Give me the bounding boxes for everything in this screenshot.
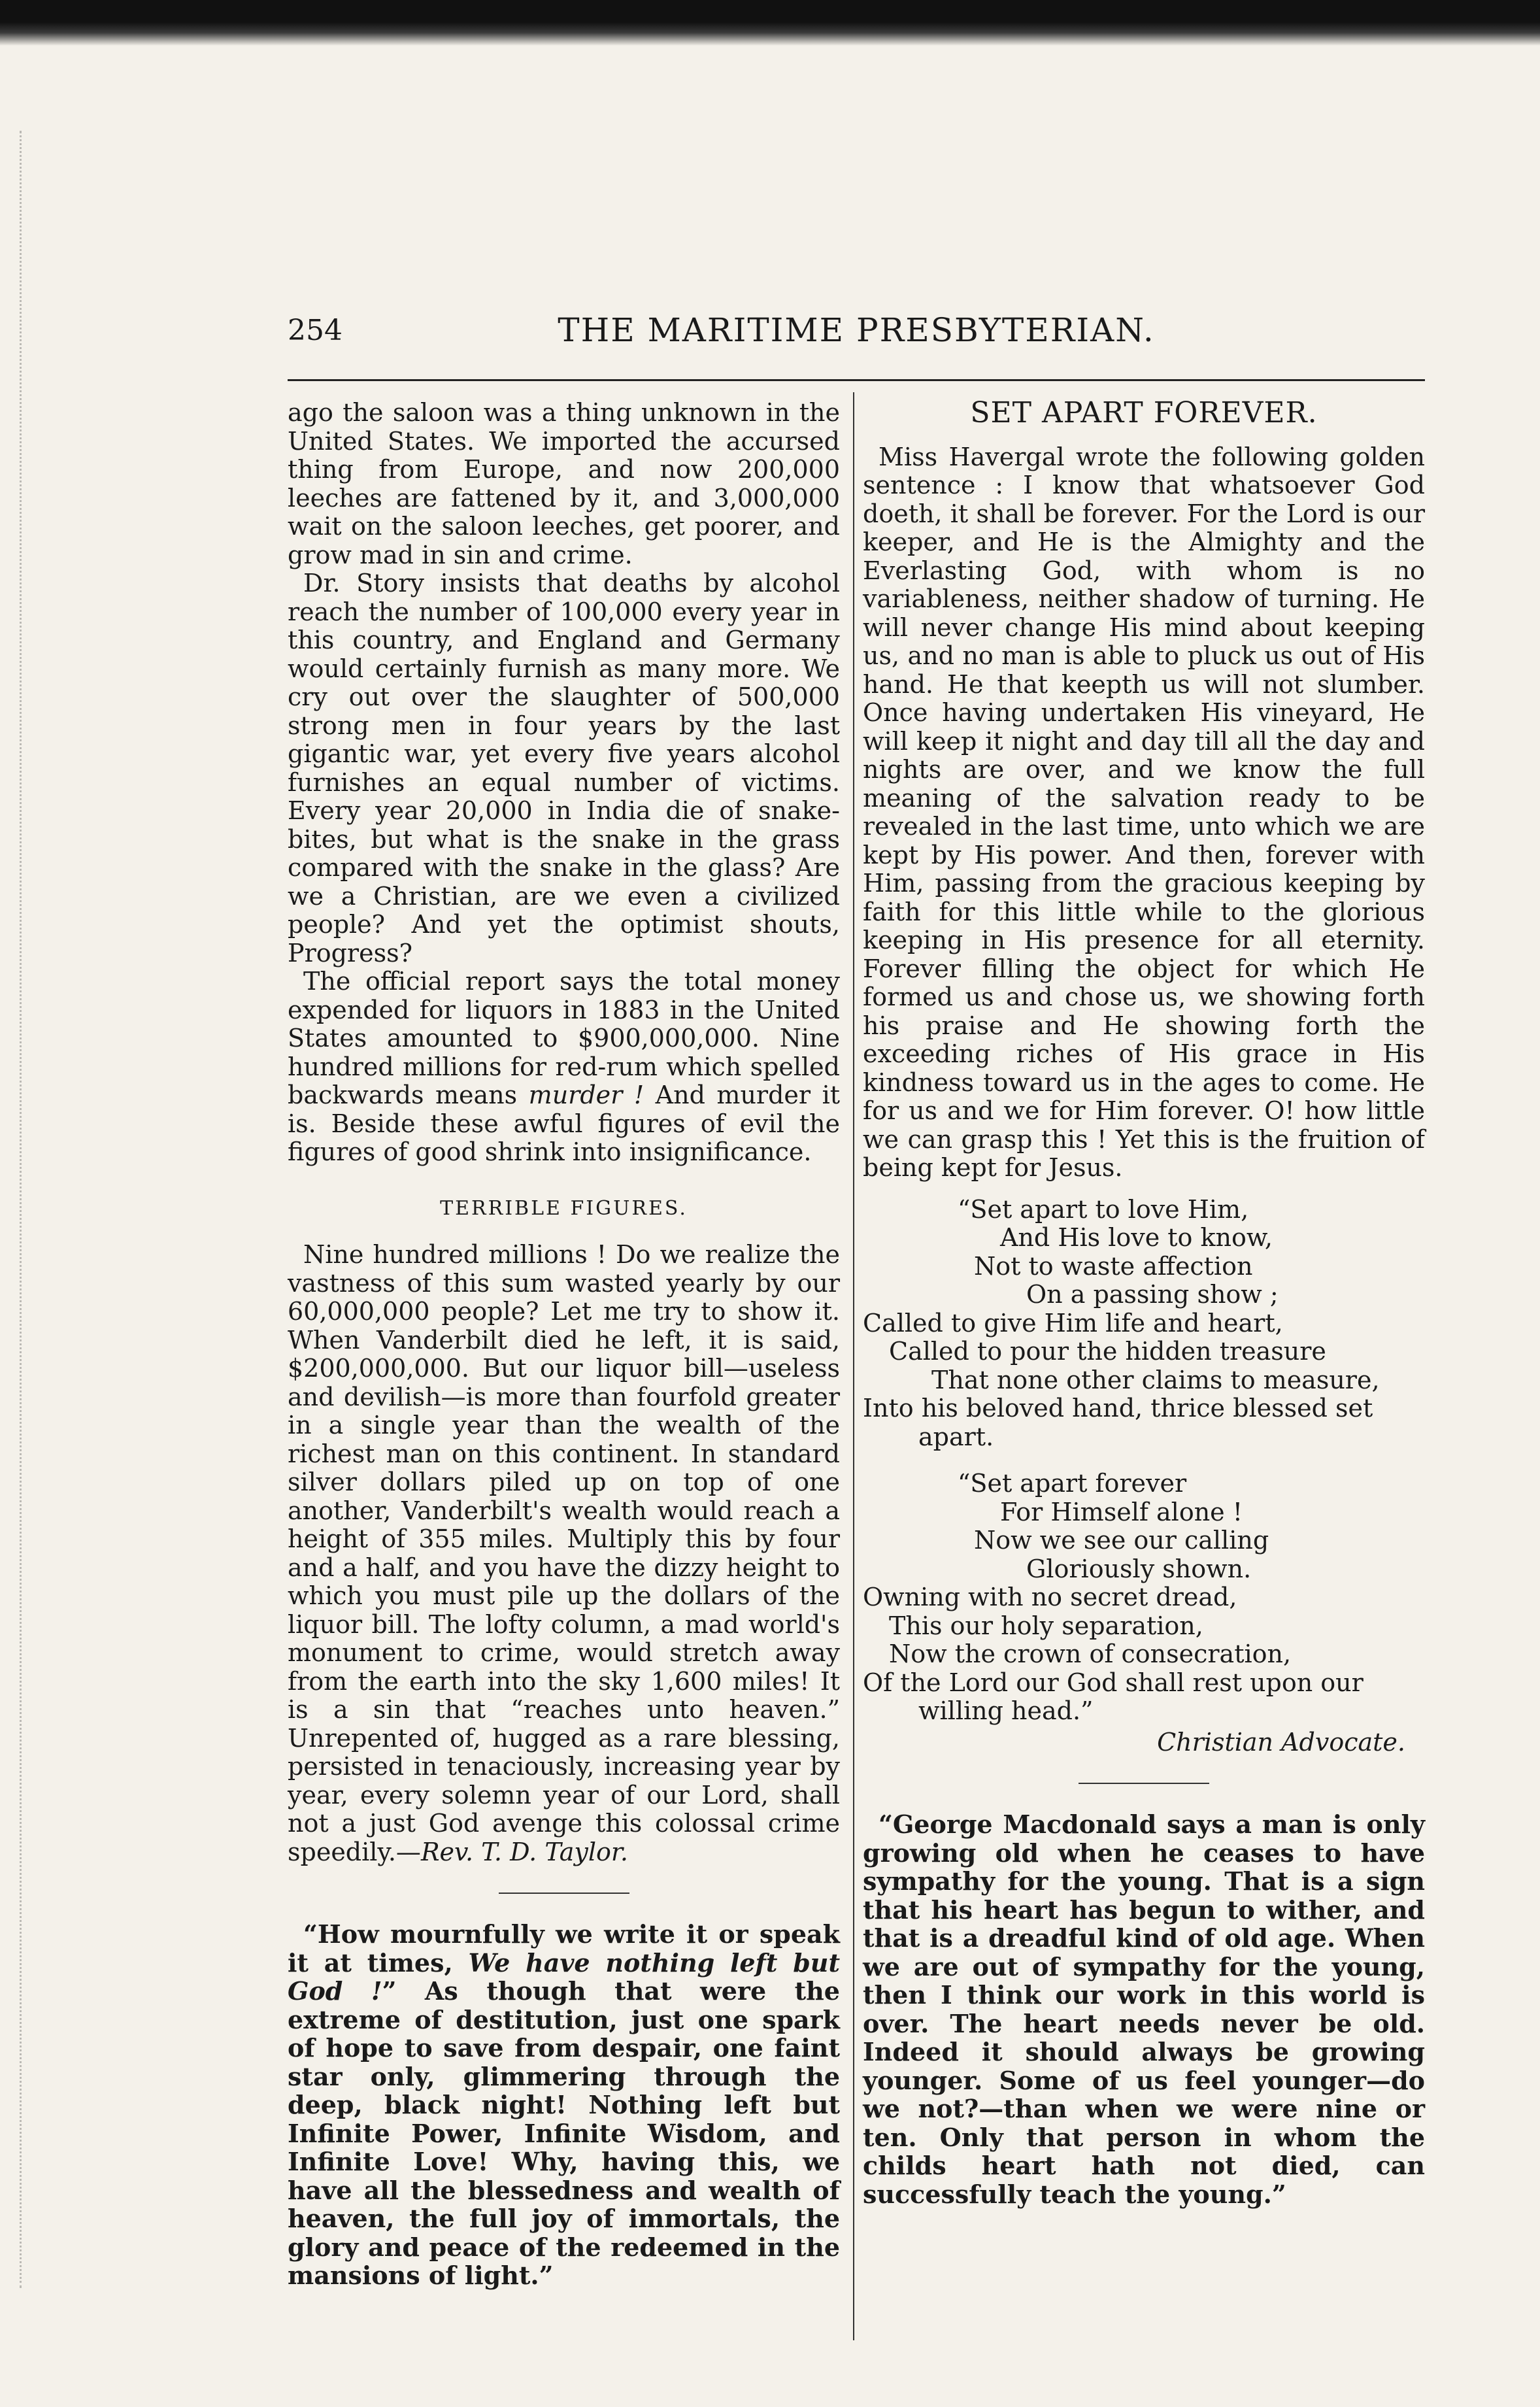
scan-edge-shadow xyxy=(0,0,1540,46)
poem-line: apart. xyxy=(918,1422,994,1451)
poem-line: That none other claims to measure, xyxy=(931,1365,1380,1394)
poem-line: Now the crown of consecration, xyxy=(889,1640,1292,1668)
poem-line: Owning with no secret dread, xyxy=(863,1583,1237,1611)
poem-line: “Set apart to love Him, xyxy=(958,1194,1249,1224)
journal-title: THE MARITIME PRESBYTERIAN. xyxy=(558,311,1155,349)
left-paragraph-3-text-b: And murder it is. Beside these awful figures of evil the figures of good shrink into insignificance. xyxy=(288,1081,841,1166)
left-paragraph-4 xyxy=(288,1241,840,1866)
stanza-break xyxy=(863,1451,1425,1470)
poem-line: Into his beloved hand, thrice blessed set xyxy=(863,1394,1373,1422)
poem-line: Gloriously shown. xyxy=(1026,1554,1252,1583)
right-paragraph-1: Miss Havergal wrote the following golden sentence : I know that whatsoever God doeth, it shall be forever. For the Lord is our keeper, and He is the Almighty and the Everlasting God, with whom is no variableness, neither shadow of turning. He will never change His mind about keeping us, and no man is able to pluck us out of His hand. He that keepth us will not slumber. Once having undertaken His vineyard, He will keep it night and day till all the day and nights are over, and we know the full meaning of the salvation ready to be revealed in the last time, unto which we are kept by His power. And then, forever with Him, passing from the gracious keeping by faith for this little while to the glorious keeping in His presence for all eternity. Forever filling the object for which He formed us and chose us, we showing forth his praise and He showing forth the exceeding riches of His grace in His kindness toward us in the ages to come. He for us and we for Him forever. O! how little we can grasp this ! Yet this is the fruition of being kept for Jesus. xyxy=(863,442,1425,1182)
left-paragraph-1: ago the saloon was a thing unknown in the United States. We imported the accursed thing from Europe, and now 200,000 leeches are fattened by it, and 3,000,000 wait on the saloon leeches, get poorer, and grow mad in sin and crime. xyxy=(288,398,840,569)
left-paragraph-3-emphasis: murder ! xyxy=(528,1081,644,1109)
poem-line: willing head.” xyxy=(918,1696,1094,1725)
scan-margin-marks xyxy=(20,131,48,2288)
poem-line: Called to give Him life and heart, xyxy=(863,1308,1283,1338)
poem-line: Not to waste affection xyxy=(974,1251,1253,1281)
poem-line: On a passing show ; xyxy=(1026,1280,1279,1309)
left-paragraph-2: Dr. Story insists that deaths by alcohol reach the number of 100,000 every year in this country, and England and Germany would certainly furnish as many more. We cry out over the slaughter of 500,000 strong men in four years by the last gigantic war, yet every five years alcohol furnishes an equal number of victims. Every year 20,000 in India die of snake-bites, but what is the snake in the grass compared with the snake in the glass? Are we a Christian, are we even a civilized people? And yet the optimist shouts, Progress? xyxy=(288,569,840,968)
poem-line: “Set apart forever xyxy=(958,1469,1187,1498)
left-paragraph-5-emphasis: We have nothing left but God ! xyxy=(288,1947,840,2006)
page-header xyxy=(288,307,1425,366)
poem-line: Of the Lord our God shall rest upon our xyxy=(863,1668,1364,1697)
column-divider xyxy=(853,392,854,2340)
left-paragraph-5-text-a: “How mournfully we write it or speak it at times, xyxy=(288,1919,840,1978)
left-paragraph-5-text-b: ” As though that were the extreme of destitution, just one spark of hope to save from despair, one faint star only, glimmering through the deep, black night! Nothing left but Infinite Power, Infinite Wisdom, and Infinite Love! Why, having this, we have all the blessedness and wealth of heaven, the full joy of immortals, the glory and peace of the redeemed in the mansions of light.” xyxy=(288,1976,840,2290)
poem-line: Now we see our calling xyxy=(974,1526,1269,1555)
section-rule xyxy=(499,1893,629,1894)
page-number: 254 xyxy=(288,314,343,347)
poem-line: And His love to know, xyxy=(1000,1223,1273,1252)
left-paragraph-4-text: Nine hundred millions ! Do we realize the vastness of this sum wasted yearly by our 60,000,000 people? Let me try to show it. When Vanderbilt died he left, it is said, $200,000,000. But our liquor bill—useless and devilish—is more than fourfold greater in a single year than the wealth of the richest man on this continent. In standard silver dollars piled up on top of one another, Vanderbilt's wealth would reach a height of 355 miles. Multiply this by four and a half, and you have the dizzy height to which you must pile up the dollars of the liquor bill. The lofty column, a mad world's monument to crime, would stretch away from the earth into the sky 1,600 miles! It is a sin that “reaches unto heaven.” Unrepented of, hugged as a rare blessing, persisted in tenaciously, increasing year by year, every solemn year of our Lord, shall not a just God avenge this colossal crime speedily.— xyxy=(288,1240,840,1866)
left-paragraph-3 xyxy=(288,968,840,1167)
header-rule xyxy=(288,379,1425,381)
right-column xyxy=(863,396,1425,2327)
poem xyxy=(863,1196,1425,1726)
poem-line: This our holy separation, xyxy=(889,1611,1203,1640)
left-column xyxy=(288,399,840,2327)
poem-line: For Himself alone ! xyxy=(1000,1497,1243,1526)
right-paragraph-2: “George Macdonald says a man is only growing old when he ceases to have sympathy for the young. That is a sign that his heart has begun to wither, and that is a dreadful kind of old age. When we are out of sympathy for the young, then I think our work in this world is over. The heart needs never be old. Indeed it should always be growing younger. Some of us feel younger—do we not?—than when we were nine or ten. Only that person in whom the childs heart hath not died, can successfully teach the young.” xyxy=(863,1809,1425,2209)
left-paragraph-4-signature: Rev. T. D. Taylor. xyxy=(420,1837,628,1866)
article-title: SET APART FOREVER. xyxy=(970,396,1318,429)
section-rule xyxy=(1079,1783,1209,1784)
left-paragraph-5 xyxy=(288,1920,840,2290)
subheading-terrible-figures: TERRIBLE FIGURES. xyxy=(440,1196,688,1220)
poem-line: Called to pour the hidden treasure xyxy=(889,1337,1326,1366)
left-paragraph-3-text-a: The official report says the total money expended for liquors in 1883 in the United States amounted to $900,000,000. Nine hundred millions for red-rum which spelled backwards means xyxy=(288,967,840,1109)
attribution: Christian Advocate. xyxy=(1157,1727,1405,1757)
